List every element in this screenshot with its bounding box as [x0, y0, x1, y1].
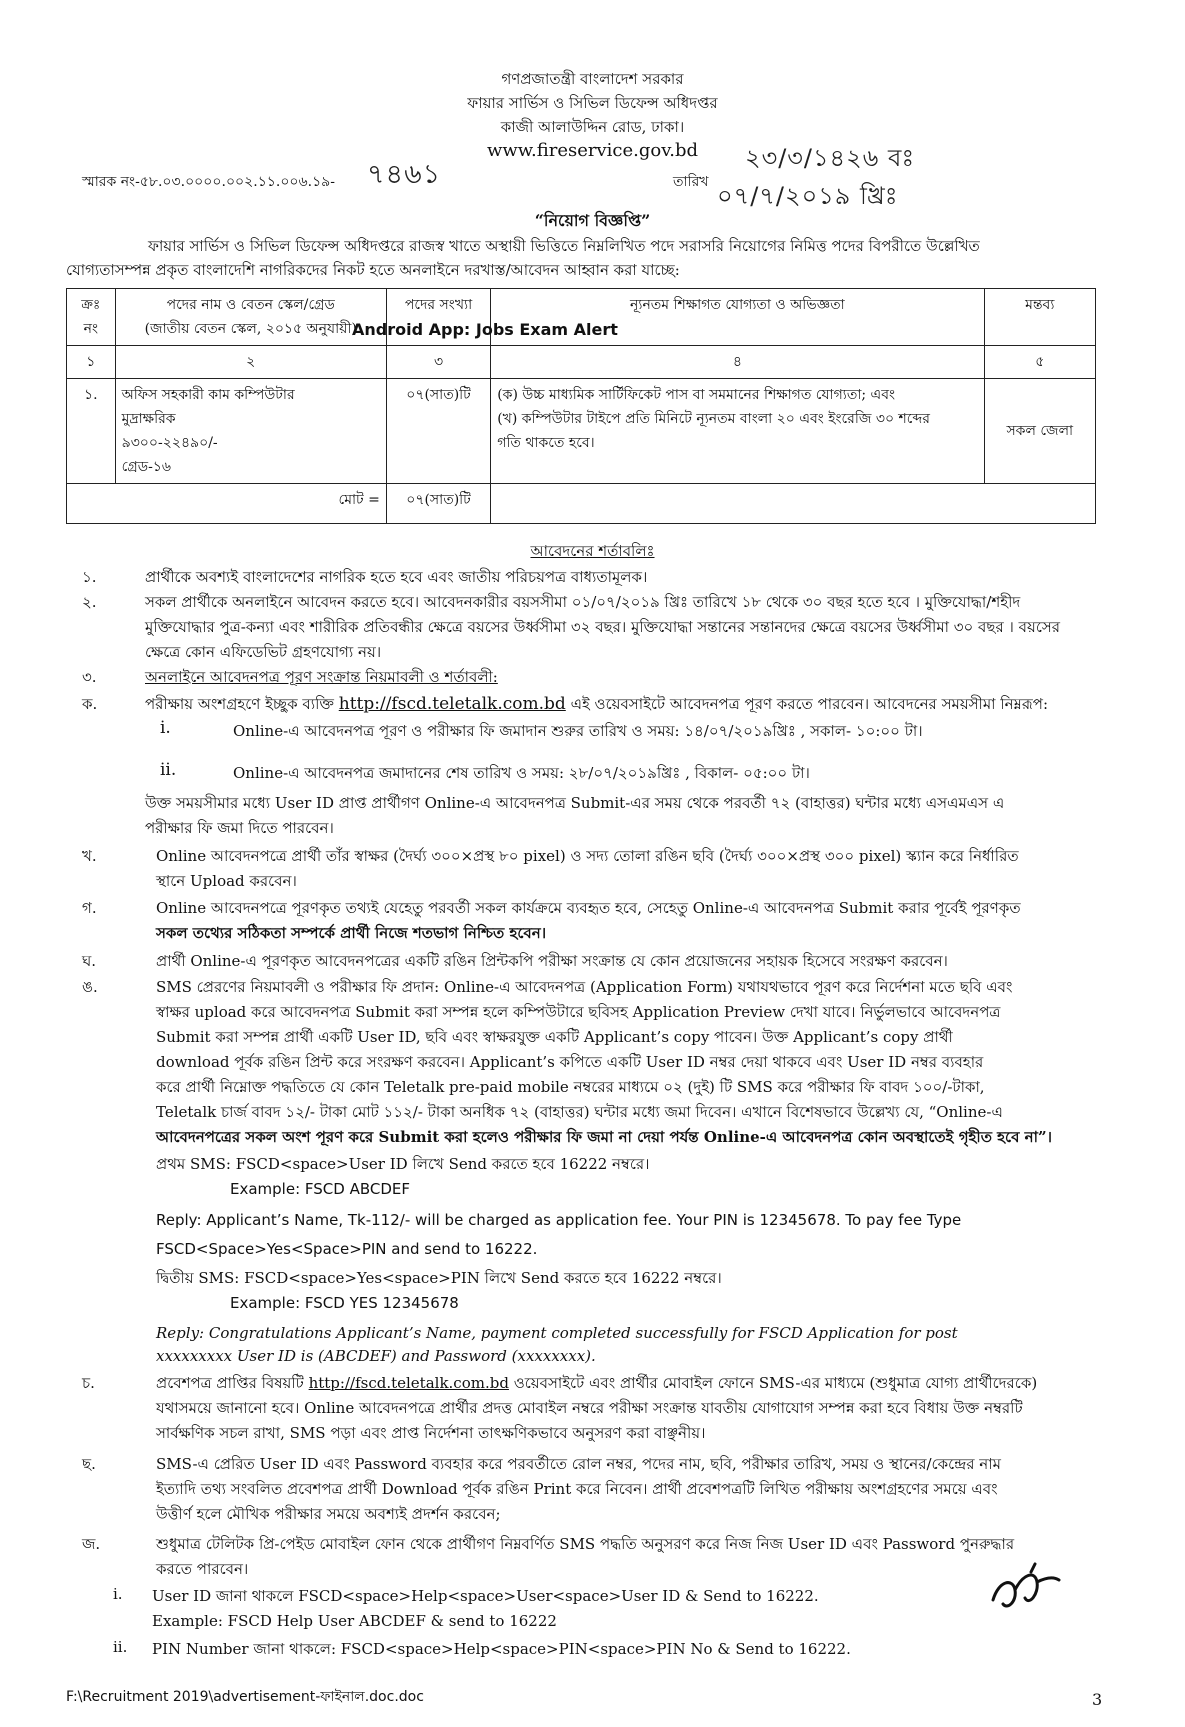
total-value: ০৭(সাত)টি [386, 484, 490, 524]
item-cha-suffix: ওয়েবসাইটে এবং প্রার্থীর মোবাইল ফোনে SMS-এর মাধ্যমে (শুধুমাত্র যোগ্য প্রার্থীদেরকে) [513, 1374, 1038, 1392]
item-umo-line2: স্বাক্ষর upload করে আবেদনপত্র Submit করা সম্পন্ন হলে কম্পিউটারে ছবিসহ Application Preview দেখা যাবে। নির্ভুলভাবে আবেদনপত্র [156, 1003, 1001, 1021]
cond-3-num: ৩. [82, 668, 97, 686]
item-ka-line2: উক্ত সময়সীমার মধ্যে User ID প্রাপ্ত প্রার্থীগণ Online-এ আবেদনপত্র Submit-এর সময় থেকে পরবর্তী ৭২ (বাহাত্তর) ঘন্টার মধ্যে এসএমএস এ [145, 794, 1005, 812]
header-count-label: পদের সংখ্যা [404, 297, 473, 313]
col-num-5: ৫ [984, 346, 1096, 379]
memo-handwritten: ৭৪৬১ [367, 159, 442, 190]
item-ka-ii-num: ii. [160, 760, 177, 780]
col-num-3: ৩ [386, 346, 490, 379]
item-ja-line1: শুধুমাত্র টেলিটক প্রি-পেইড মোবাইল ফোন থেকে প্রার্থীগণ নিম্নবর্ণিত SMS পদ্ধতি অনুসরণ করে নিজ নিজ User ID এবং Password পুনরুদ্ধার [156, 1535, 1015, 1553]
item-kha-num: খ. [82, 847, 97, 865]
header-post-line1: পদের নাম ও বেতন স্কেল/গ্রেড [166, 297, 335, 313]
item-ka-i-text: Online-এ আবেদনপত্র পূরণ ও পরীক্ষার ফি জমাদান শুরুর তারিখ ও সময়: ১৪/০৭/২০১৯খ্রিঃ , সকাল- ১০:০০ টা। [233, 722, 923, 740]
item-ga-line2: সকল তথ্যের সঠিকতা সম্পর্কে প্রার্থী নিজে শতভাগ নিশ্চিত হবেন। [156, 924, 547, 942]
item-ga-num: গ. [82, 899, 97, 917]
cond-1-num: ১. [82, 568, 97, 586]
item-ka-suffix: এই ওয়েবসাইটে আবেদনপত্র পূরণ করতে পারবেন। আবেদনের সময়সীমা নিম্নরূপ: [570, 695, 1048, 713]
sms-first-example: Example: FSCD ABCDEF [230, 1180, 410, 1198]
item-umo-line7: আবেদনপত্রের সকল অংশ পূরণ করে Submit করা হলেও পরীক্ষার ফি জমা না দেয়া পর্যন্ত Online-এ আবেদনপত্র কোন অবস্থাতেই গৃহীত হবে না”। [156, 1128, 1052, 1146]
item-umo-line1: SMS প্রেরণের নিয়মাবলী ও পরীক্ষার ফি প্রদান: Online-এ আবেদনপত্র (Application Form) যথাযথভাবে পূরণ করে নির্দেশনা মতে ছবি এবং [156, 978, 1013, 996]
item-gha-num: ঘ. [82, 952, 97, 970]
item-umo-line5: করে প্রার্থী নিম্নোক্ত পদ্ধতিতে যে কোন Teletalk pre-paid mobile নম্বরের মাধ্যমে ০২ (দুই) টি SMS করে পরীক্ষার ফি বাবদ ১০০/-টাকা, [156, 1078, 985, 1096]
item-cha-line2: যথাসময়ে জানানো হবে। Online আবেদনপত্রে প্রার্থীর প্রদত্ত মোবাইল নম্বরে পরীক্ষা সংক্রান্ত যাবতীয় যোগাযোগ সম্পন্ন করা হবে বিধায় উক্ত নম্বরটি [156, 1399, 1023, 1417]
item-ja-line2: করতে পারবেন। [156, 1560, 249, 1578]
item-ka-ii-text: Online-এ আবেদনপত্র জমাদানের শেষ তারিখ ও সময়: ২৮/০৭/২০১৯খ্রিঃ , বিকাল- ০৫:০০ টা। [233, 764, 810, 782]
header-post [115, 289, 386, 346]
date-label: তারিখ [673, 174, 709, 190]
row-qualification [491, 379, 984, 484]
cond-2-line2: মুক্তিযোদ্ধার পুত্র-কন্যা এবং শারীরিক প্রতিবন্ধীর ক্ষেত্রে বয়সের উর্ধ্বসীমা ৩২ বছর। মুক্তিযোদ্ধা সন্তানের সন্তানদের ক্ষেত্রে বয়সের উর্ধ্বসীমা ৩০ বছর । বয়সের [145, 618, 1061, 636]
date-bengali-handwritten: ২৩/৩/১৪২৬ বঃ [745, 144, 916, 172]
item-umo-line4: download পূর্বক রঙিন প্রিন্ট করে সংরক্ষণ করবেন। Applicant’s কপিতে একটি User ID নম্বর দেয়া থাকবে এবং User ID নম্বর ব্যবহার [156, 1053, 984, 1071]
col-num-2: ২ [115, 346, 386, 379]
sms-second: দ্বিতীয় SMS: FSCD<space>Yes<space>PIN লিখে Send করতে হবে 16222 নম্বরে। [156, 1269, 722, 1287]
item-ja-i-text: User ID জানা থাকলে FSCD<space>Help<space>User<space>User ID & Send to 16222. [152, 1587, 819, 1605]
item-ka-prefix: পরীক্ষায় অংশগ্রহণে ইচ্ছুক ব্যক্তি [145, 695, 334, 713]
item-ja-num: জ. [82, 1535, 101, 1553]
page-number: 3 [1092, 1690, 1103, 1709]
sms-second-example: Example: FSCD YES 12345678 [230, 1294, 459, 1312]
memo-number: স্মারক নং-৫৮.০৩.০০০০.০০২.১১.০০৬.১৯- [82, 174, 335, 190]
item-umo-line6: Teletalk চার্জ বাবদ ১২/- টাকা মোট ১১২/- টাকা অনধিক ৭২ (বাহাত্তর) ঘন্টার মধ্যে জমা দিবেন। এখানে বিশেষভাবে উল্লেখ্য যে, “Online-এ [156, 1103, 1003, 1121]
col-num-4: ৪ [491, 346, 984, 379]
item-ka-i-num: i. [160, 718, 171, 738]
sms-first-reply-line2: FSCD<Space>Yes<Space>PIN and send to 16222. [156, 1240, 538, 1258]
header-address: কাজী আলাউদ্দিন রোড, ঢাকা। [500, 118, 685, 136]
header-department: ফায়ার সার্ভিস ও সিভিল ডিফেন্স অধিদপ্তর [467, 94, 718, 112]
header-website: www.fireservice.gov.bd [486, 140, 699, 161]
intro-line-1: ফায়ার সার্ভিস ও সিভিল ডিফেন্স অধিদপ্তরে রাজস্ব খাতে অস্থায়ী ভিত্তিতে নিম্নলিখিত পদে সরাসরি নিয়োগের নিমিত্ত পদের বিপরীতে উল্লেখিত [148, 237, 980, 255]
teletalk-link-2[interactable]: http://fscd.teletalk.com.bd [308, 1374, 509, 1392]
total-empty [491, 484, 1096, 524]
item-ja-i-num: i. [113, 1585, 123, 1603]
cond-2-num: ২. [82, 593, 97, 611]
item-chha-line3: উত্তীর্ণ হলে মৌখিক পরীক্ষার সময়ে অবশ্যই প্রদর্শন করবেন; [156, 1505, 501, 1523]
sms-second-reply-line1: Reply: Congratulations Applicant’s Name, payment completed successfully for FSCD Application for post [156, 1324, 958, 1342]
row-post [115, 379, 386, 484]
item-chha-line1: SMS-এ প্রেরিত User ID এবং Password ব্যবহার করে পরবর্তীতে রোল নম্বর, পদের নাম, ছবি, পরীক্ষার তারিখ, সময় ও স্থানের/কেন্দ্রের নাম [156, 1455, 1001, 1473]
row-qualification-line3: গতি থাকতে হবে। [497, 435, 595, 451]
cond-2-line3: ক্ষেত্রে কোন এফিডেভিট গ্রহণযোগ্য নয়। [145, 643, 382, 661]
row-count: ০৭(সাত)টি [386, 379, 490, 484]
row-qualification-line2: (খ) কম্পিউটার টাইপে প্রতি মিনিটে ন্যূনতম বাংলা ২০ এবং ইংরেজি ৩০ শব্দের [497, 411, 930, 427]
item-chha-line2: ইত্যাদি তথ্য সংবলিত প্রবেশপত্র প্রার্থী Download পূর্বক রঙিন Print করে নিবেন। প্রার্থী প্রবেশপত্রটি লিখিত পরীক্ষায় অংশগ্রহণের সময়ে এবং [156, 1480, 998, 1498]
watermark-overlay: Android App: Jobs Exam Alert [352, 320, 618, 339]
header-remark [984, 289, 1096, 346]
teletalk-link[interactable]: http://fscd.teletalk.com.bd [338, 694, 566, 714]
sms-first-reply-line1: Reply: Applicant’s Name, Tk-112/- will be charged as application fee. Your PIN is 12345678. To pay fee Type [156, 1211, 962, 1229]
table-number-row [67, 346, 1096, 379]
table-row [67, 379, 1096, 484]
header-qualification-label: ন্যূনতম শিক্ষাগত যোগ্যতা ও অভিজ্ঞতা [630, 297, 845, 313]
notice-title: “নিয়োগ বিজ্ঞপ্তি” [534, 211, 651, 230]
item-ka-line1 [145, 693, 1048, 718]
conditions-heading: আবেদনের শর্তাবলিঃ [530, 542, 655, 560]
item-cha-line3: সার্বক্ষণিক সচল রাখা, SMS পড়া এবং প্রাপ্ত নির্দেশনা তাৎক্ষণিকভাবে অনুসরণ করা বাঞ্ছনীয়। [156, 1424, 706, 1442]
item-ka-line3: পরীক্ষার ফি জমা দিতে পারবেন। [145, 819, 334, 837]
cond-3-text: অনলাইনে আবেদনপত্র পূরণ সংক্রান্ত নিয়মাবলী ও শর্তাবলী: [145, 668, 498, 686]
item-ja-ii-text: PIN Number জানা থাকলে: FSCD<space>Help<space>PIN<space>PIN No & Send to 16222. [152, 1640, 851, 1658]
item-chha-num: ছ. [82, 1455, 96, 1473]
col-num-1: ১ [67, 346, 116, 379]
header-serial [67, 289, 116, 346]
item-ga-line1: Online আবেদনপত্রে পূরণকৃত তথ্যই যেহেতু পরবর্তী সকল কার্যক্রমে ব্যবহৃত হবে, সেহেতু Online-এ আবেদনপত্র Submit করার পূর্বেই পূরণকৃত [156, 899, 1021, 917]
row-serial: ১. [67, 379, 116, 484]
item-gha-line1: প্রার্থী Online-এ পূরণকৃত আবেদনপত্রের একটি রঙিন প্রিন্টকপি পরীক্ষা সংক্রান্ত যে কোন প্রয়োজনের সহায়ক হিসেবে সংরক্ষণ করবেন। [156, 952, 948, 970]
item-ja-i-example: Example: FSCD Help User ABCDEF & send to 16222 [152, 1612, 557, 1630]
item-kha-line1: Online আবেদনপত্রে প্রার্থী তাঁর স্বাক্ষর (দৈর্ঘ্য ৩০০×প্রস্থ ৮০ pixel) ও সদ্য তোলা রঙিন ছবি (দৈর্ঘ্য ৩০০×প্রস্থ ৩০০ pixel) স্ক্যান করে নির্ধারিত [156, 847, 1019, 865]
row-post-scale: ৯৩০০-২২৪৯০/- [121, 435, 218, 451]
cond-2-line1: সকল প্রার্থীকে অনলাইনে আবেদন করতে হবে। আবেদনকারীর বয়সসীমা ০১/০৭/২০১৯ খ্রিঃ তারিখে ১৮ থেকে ৩০ বছর হতে হবে । মুক্তিযোদ্ধা/শহীদ [145, 593, 1021, 611]
header-government: গণপ্রজাতন্ত্রী বাংলাদেশ সরকার [501, 70, 684, 88]
table-total-row [67, 484, 1096, 524]
item-umo-line3: Submit করা সম্পন্ন প্রার্থী একটি User ID, ছবি এবং স্বাক্ষরযুক্ত একটি Applicant’s copy পাবেন। উক্ত Applicant’s copy প্রার্থী [156, 1028, 953, 1046]
row-post-line1: অফিস সহকারী কাম কম্পিউটার [121, 387, 295, 403]
header-serial-line2: নং [83, 321, 98, 337]
intro-line-2: যোগ্যতাসম্পন্ন প্রকৃত বাংলাদেশি নাগরিকদের নিকট হতে অনলাইনে দরখাস্ত/আবেদন আহ্বান করা যাচ্ছে: [66, 261, 680, 279]
row-remark: সকল জেলা [984, 379, 1096, 484]
item-ka-num: ক. [82, 695, 98, 713]
row-post-line2: মুদ্রাক্ষরিক [121, 411, 176, 427]
item-ja-ii-num: ii. [113, 1638, 128, 1656]
row-post-grade: গ্রেড-১৬ [121, 459, 171, 475]
header-post-line2: (জাতীয় বেতন স্কেল, ২০১৫ অনুযায়ী) [144, 321, 357, 337]
item-umo-num: ঙ. [82, 978, 98, 996]
row-qualification-line1: (ক) উচ্চ মাধ্যমিক সার্টিফিকেট পাস বা সমমানের শিক্ষাগত যোগ্যতা; এবং [497, 387, 896, 403]
sms-second-reply-line2: xxxxxxxxx User ID is (ABCDEF) and Password (xxxxxxxx). [156, 1347, 596, 1365]
total-spacer [67, 484, 116, 524]
sms-first: প্রথম SMS: FSCD<space>User ID লিখে Send করতে হবে 16222 নম্বরে। [156, 1155, 650, 1173]
item-cha-num: চ. [82, 1374, 95, 1392]
header-serial-line1: ক্রঃ [81, 297, 101, 313]
date-gregorian-handwritten: ০৭/৭/২০১৯ খ্রিঃ [717, 182, 899, 210]
item-kha-line2: স্থানে Upload করবেন। [156, 872, 297, 890]
item-cha-prefix: প্রবেশপত্র প্রাপ্তির বিষয়টি [156, 1374, 304, 1392]
signature-mark [985, 1560, 1065, 1620]
footer-file-path: F:\Recruitment 2019\advertisement-ফাইনাল.doc.doc [66, 1689, 424, 1705]
cond-1-text: প্রার্থীকে অবশ্যই বাংলাদেশের নাগরিক হতে হবে এবং জাতীয় পরিচয়পত্র বাধ্যতামূলক। [145, 568, 648, 586]
header-remark-label: মন্তব্য [1025, 297, 1055, 313]
total-label: মোট = [115, 484, 386, 524]
item-cha-line1 [156, 1372, 1037, 1397]
